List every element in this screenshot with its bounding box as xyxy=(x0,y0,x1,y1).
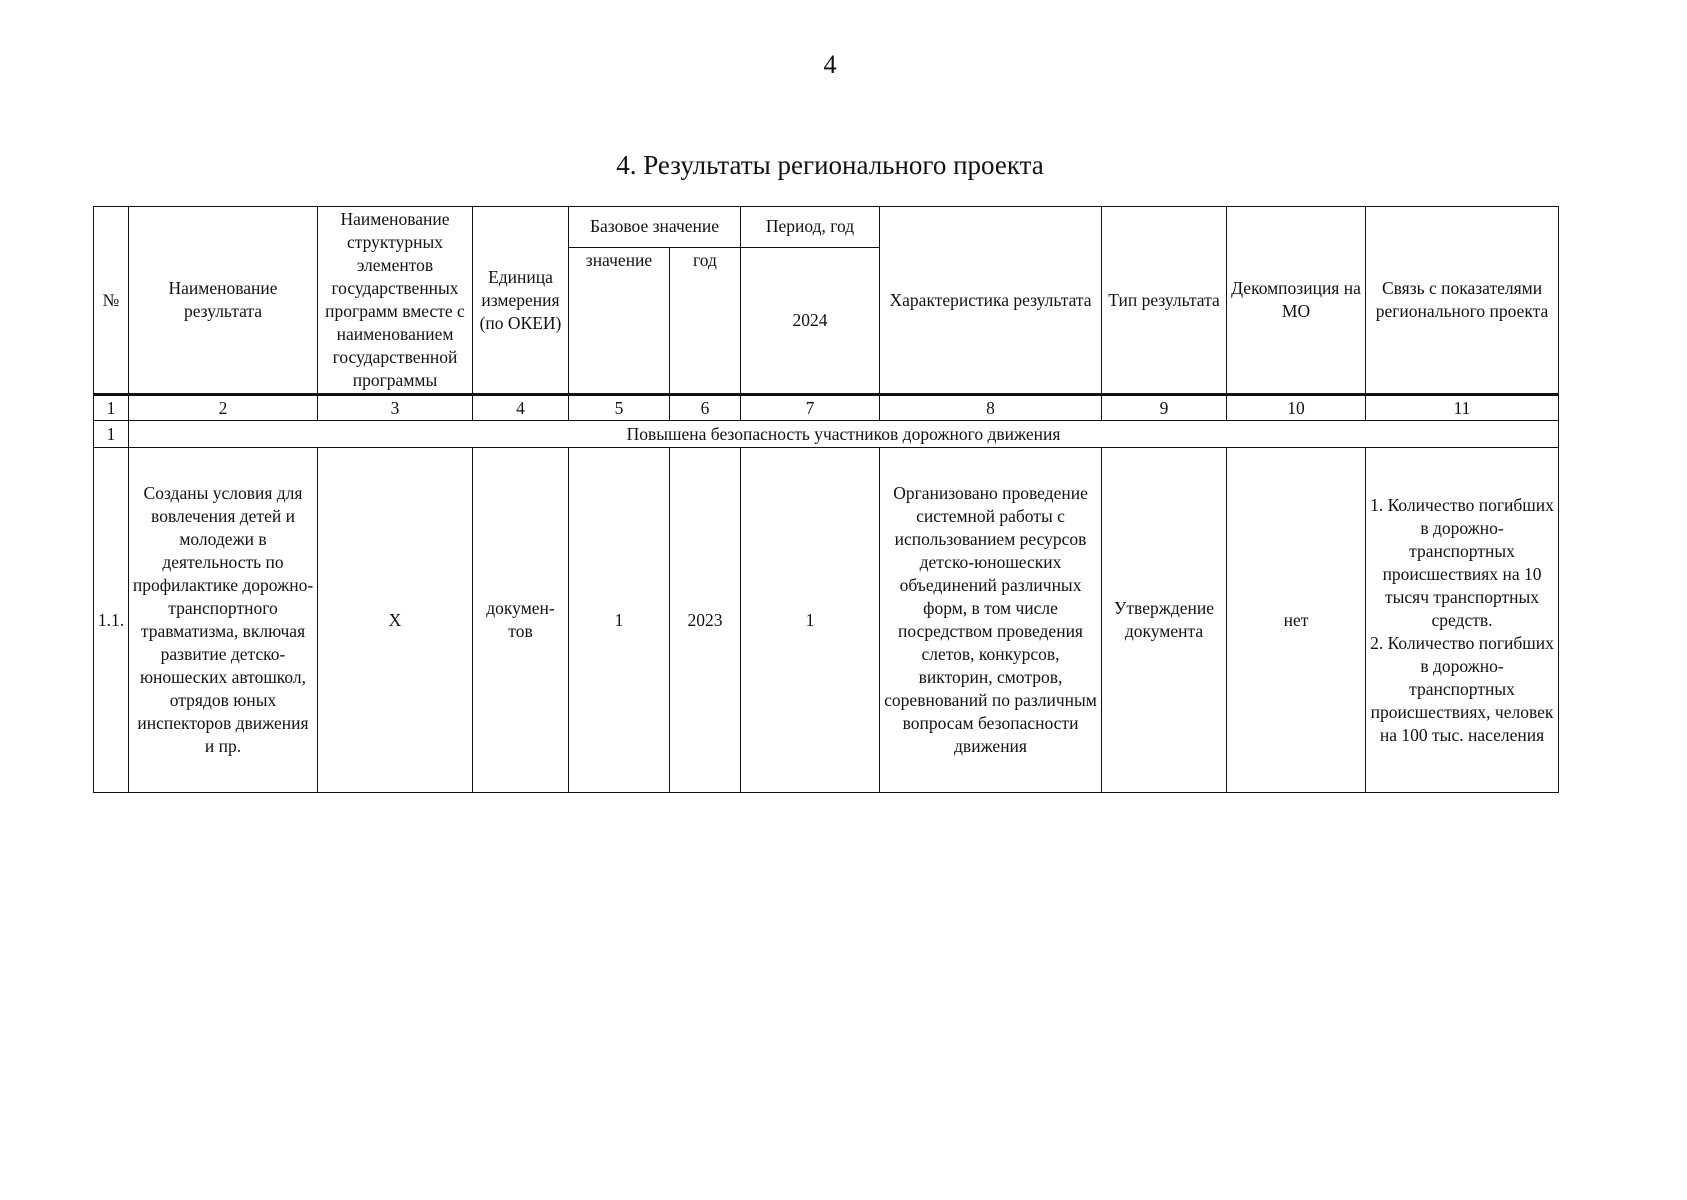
header-characteristic: Характеристика результата xyxy=(880,207,1102,395)
header-structural-elements: Наименование структурных элементов государственных программ вместе с наименованием государственной программы xyxy=(318,207,473,395)
column-number: 11 xyxy=(1366,395,1559,421)
group-row xyxy=(94,421,1559,448)
base-value-cell: 1 xyxy=(569,448,670,793)
result-name-cell: Созданы условия для вовлечения детей и молодежи в деятельность по профилактике дорожно-транспортного травматизма, включая развитие детско-юношеских автошкол, отрядов юных инспекторов движения и пр. xyxy=(129,448,318,793)
column-number: 7 xyxy=(741,395,880,421)
base-year-cell: 2023 xyxy=(670,448,741,793)
column-number: 4 xyxy=(473,395,569,421)
characteristic-cell: Организовано проведение системной работы с использованием ресурсов детско-юношеских объединений различных форм, в том числе посредством проведения слетов, конкурсов, викторин, смотров, соревнований по различным вопросам безопасности движения xyxy=(880,448,1102,793)
results-table xyxy=(93,206,1559,793)
header-result-name: Наименование результата xyxy=(129,207,318,395)
header-decomposition: Декомпозиция на МО xyxy=(1227,207,1366,395)
group-number: 1 xyxy=(94,421,129,448)
column-number: 1 xyxy=(94,395,129,421)
header-base-value-value: значение xyxy=(569,247,670,394)
header-base-value: Базовое значение xyxy=(569,207,741,248)
column-number: 2 xyxy=(129,395,318,421)
link-cell xyxy=(1366,448,1559,793)
row-number: 1.1. xyxy=(94,448,129,793)
header-base-value-year: год xyxy=(670,247,741,394)
header-unit: Единица измерения (по ОКЕИ) xyxy=(473,207,569,395)
column-numbers-row xyxy=(94,395,1559,421)
link-indicator-1: 1. Количество погибших в дорожно-транспортных происшествиях на 10 тысяч транспортных средств. xyxy=(1370,494,1554,630)
column-number: 5 xyxy=(569,395,670,421)
decomposition-cell: нет xyxy=(1227,448,1366,793)
unit-cell: докумен-тов xyxy=(473,448,569,793)
section-title: 4. Результаты регионального проекта xyxy=(616,150,1044,180)
group-title: Повышена безопасность участников дорожного движения xyxy=(129,421,1559,448)
header-period-year: 2024 xyxy=(741,247,880,394)
link-indicator-2: 2. Количество погибших в дорожно-транспортных происшествиях, человек на 100 тыс. населения xyxy=(1370,632,1554,745)
table-row xyxy=(94,448,1559,793)
page-number: 4 xyxy=(823,50,837,79)
column-number: 3 xyxy=(318,395,473,421)
header-link: Связь с показателями регионального проекта xyxy=(1366,207,1559,395)
column-number: 10 xyxy=(1227,395,1366,421)
column-number: 9 xyxy=(1102,395,1227,421)
header-row xyxy=(94,207,1559,248)
header-result-type: Тип результата xyxy=(1102,207,1227,395)
period-value-cell: 1 xyxy=(741,448,880,793)
structural-elements-cell: X xyxy=(318,448,473,793)
header-period: Период, год xyxy=(741,207,880,248)
column-number: 6 xyxy=(670,395,741,421)
header-num: № xyxy=(94,207,129,395)
result-type-cell: Утверждение документа xyxy=(1102,448,1227,793)
column-number: 8 xyxy=(880,395,1102,421)
